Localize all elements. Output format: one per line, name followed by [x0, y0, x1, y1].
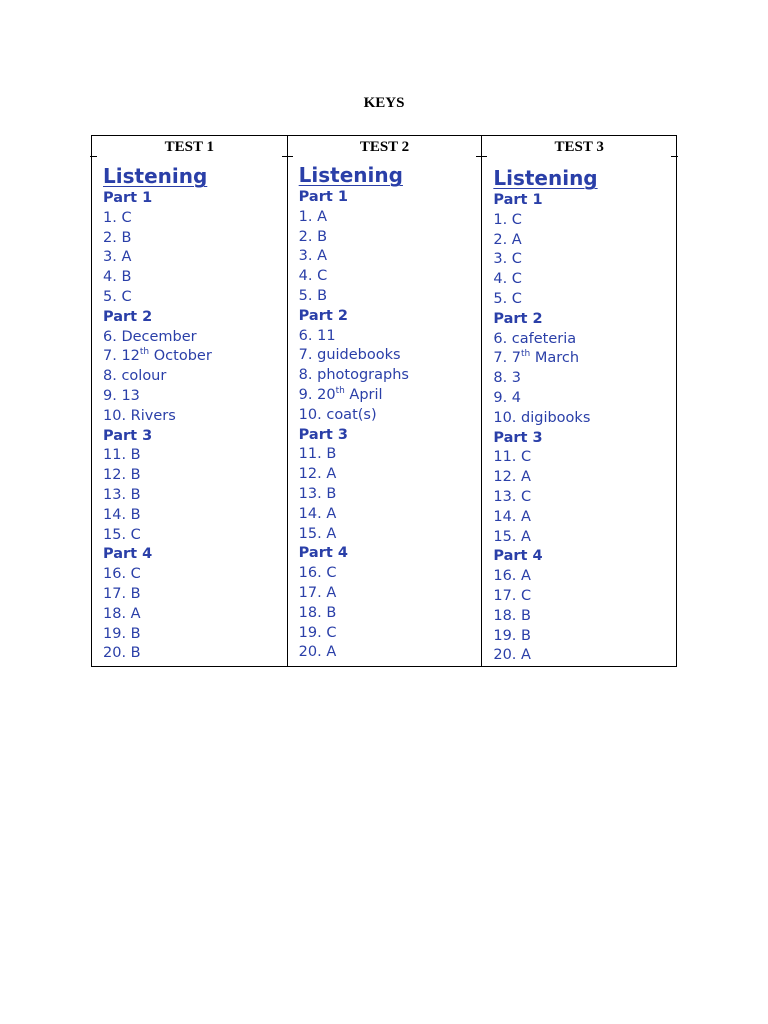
answer-item: 12. A	[298, 466, 337, 483]
ordinal-suffix: th	[521, 349, 531, 360]
answer-item: 11. B	[103, 447, 141, 464]
answer-item: 12. A	[493, 469, 531, 486]
answer-item: 14. A	[493, 508, 531, 525]
ordinal-suffix: th	[335, 386, 345, 397]
answer-item: 7. guidebooks	[298, 347, 401, 364]
answer-text-rest: March	[530, 350, 580, 367]
part-heading: Part 1	[493, 192, 543, 208]
answer-item: 5. B	[298, 287, 328, 304]
answer-item: 4. B	[103, 269, 132, 286]
answer-item: 1. C	[493, 211, 522, 228]
answer-item: 9. 13	[103, 387, 140, 404]
answer-item: 6. 11	[298, 327, 336, 344]
answer-item: 4. C	[493, 271, 522, 288]
answer-item: 8. colour	[103, 368, 167, 385]
answer-item: 19. C	[298, 624, 337, 641]
section-heading-listening: Listening	[493, 166, 598, 190]
answer-item: 18. A	[103, 605, 141, 622]
answer-item: 4. C	[298, 268, 328, 285]
answer-item: 17. A	[298, 584, 337, 601]
answer-item: 19. B	[103, 625, 141, 642]
cell-corner-mark	[671, 156, 678, 157]
answer-item: 20. A	[298, 644, 337, 661]
answer-item: 11. B	[298, 446, 337, 463]
column-header-test-1: TEST 1	[164, 139, 214, 155]
answer-item: 3. A	[298, 248, 328, 265]
answer-item: 3. C	[493, 251, 522, 268]
section-heading-listening: Listening	[103, 164, 208, 188]
answer-item: 15. C	[103, 526, 141, 543]
section-heading-listening: Listening	[298, 163, 403, 187]
answer-item: 1. C	[103, 209, 132, 226]
test-3-column	[481, 136, 676, 666]
answer-text: 7. 12	[103, 348, 140, 365]
answer-item: 18. B	[493, 607, 531, 624]
answer-item: 8. 3	[493, 370, 522, 387]
answer-item	[493, 349, 670, 369]
test-1-column	[92, 136, 287, 666]
part-heading: Part 3	[493, 429, 543, 446]
answer-text: 7. 7	[493, 350, 522, 367]
answer-item: 2. B	[298, 228, 328, 245]
answer-item: 18. B	[298, 604, 337, 621]
answer-key-table	[91, 135, 677, 667]
answer-item: 16. C	[298, 565, 337, 582]
answer-item: 20. A	[493, 647, 531, 664]
answer-list	[493, 191, 670, 666]
answer-item: 17. C	[493, 587, 532, 604]
answer-item: 6. December	[103, 328, 197, 345]
cell-corner-mark	[90, 156, 97, 157]
answer-item: 9. 4	[493, 389, 522, 406]
answer-item: 19. B	[493, 627, 531, 644]
part-heading: Part 1	[298, 189, 348, 205]
part-heading: Part 1	[103, 190, 153, 206]
answer-item: 2. A	[493, 231, 522, 248]
part-heading: Part 4	[103, 546, 153, 563]
answer-item: 3. A	[103, 249, 132, 266]
answer-list	[103, 189, 281, 664]
answer-item: 13. B	[103, 486, 141, 503]
answer-item: 14. B	[103, 506, 141, 523]
answer-item: 6. cafeteria	[493, 330, 577, 347]
answer-item: 10. coat(s)	[298, 406, 377, 423]
page-title: KEYS	[363, 95, 405, 111]
answer-item: 13. B	[298, 485, 337, 502]
answer-text-rest: October	[149, 348, 212, 365]
cell-corner-mark	[480, 156, 487, 157]
part-heading: Part 2	[493, 310, 543, 327]
column-header-test-2: TEST 2	[359, 139, 410, 155]
answer-item: 12. B	[103, 467, 141, 484]
answer-list	[299, 188, 476, 663]
answer-text: 9. 20	[298, 386, 336, 403]
column-header-test-3: TEST 3	[554, 139, 604, 155]
answer-item: 10. digibooks	[493, 409, 591, 426]
answer-item: 20. B	[103, 645, 141, 662]
part-heading: Part 3	[103, 427, 153, 444]
answer-item: 11. C	[493, 449, 532, 466]
answers-block	[103, 164, 281, 664]
answer-item: 2. B	[103, 229, 132, 246]
answer-item: 13. C	[493, 488, 532, 505]
ordinal-suffix: th	[139, 347, 150, 358]
test-2-column	[287, 136, 482, 666]
answers-block	[493, 166, 670, 666]
answer-item	[299, 386, 476, 406]
part-heading: Part 2	[298, 307, 348, 324]
answer-item: 8. photographs	[298, 367, 409, 384]
answer-text-rest: April	[344, 386, 383, 403]
part-heading: Part 4	[298, 545, 348, 562]
answer-item: 5. C	[103, 288, 132, 305]
answer-item: 15. A	[298, 525, 337, 542]
answer-item: 14. A	[298, 505, 337, 522]
answers-block	[299, 163, 476, 663]
answer-item: 15. A	[493, 528, 531, 545]
answer-item	[103, 347, 281, 367]
answer-item: 16. C	[103, 566, 141, 583]
answer-item: 17. B	[103, 585, 141, 602]
answer-item: 16. A	[493, 568, 531, 585]
part-heading: Part 3	[298, 426, 348, 443]
cell-corner-mark	[286, 156, 293, 157]
answer-item: 5. C	[493, 290, 522, 307]
answer-item: 10. Rivers	[103, 407, 176, 424]
answer-item: 1. A	[298, 208, 328, 225]
part-heading: Part 4	[493, 548, 543, 565]
part-heading: Part 2	[103, 308, 153, 325]
